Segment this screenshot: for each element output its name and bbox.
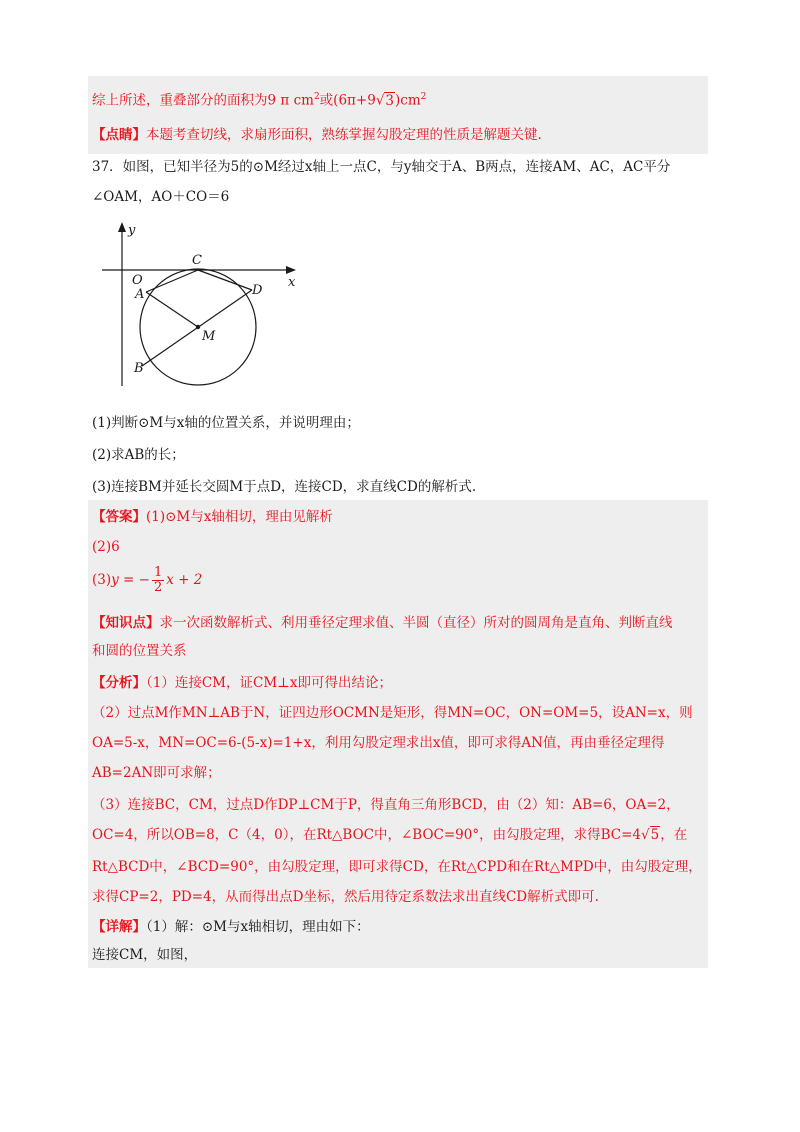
dianjing-tag: 【点睛】 <box>92 127 146 143</box>
analysis-tag: 【分析】 <box>92 675 146 691</box>
analysis-line-3: OA=5-x，MN=OC=6-(5-x)=1+x，利用勾股定理求出x值，即可求得AN值，再由垂径定理得 <box>92 735 665 751</box>
analysis-line-5: （3）连接BC，CM，过点D作DP⊥CM于P，得直角三角形BCD，由（2）知：AB=6，OA=2， <box>92 797 680 813</box>
segment-ac <box>146 270 198 292</box>
analysis-line-4: AB=2AN即可求解； <box>92 765 221 781</box>
answer-line-1: 【答案】(1)⊙M与x轴相切，理由见解析 <box>92 509 333 525</box>
knowledge-line-2: 和圆的位置关系 <box>92 643 187 659</box>
label-m: M <box>202 329 216 344</box>
detail-line-1: 【详解】（1）解：⊙M与x轴相切，理由如下： <box>92 919 370 935</box>
summary-line: 综上所述，重叠部分的面积为9 π $cm^2$或$(6\pi+9√3)cm^2$ <box>92 92 427 109</box>
detail-line-2: 连接CM，如图， <box>92 947 198 963</box>
label-a: A <box>135 287 145 302</box>
analysis-line-0: 【分析】（1）连接CM，证CM⊥x即可得出结论； <box>92 675 392 691</box>
label-x: x <box>288 275 296 290</box>
question-3: (3)连接BM并延长交圆M于点D，连接CD，求直线CD的解析式. <box>92 479 477 495</box>
analysis-line-2: （2）过点M作MN⊥AB于N，证四边形OCMN是矩形，得MN=OC，ON=OM=5，设AN=x，则 <box>92 705 693 721</box>
analysis-line-7: Rt△BCD中，∠BCD=90°，由勾股定理，即可求得CD，在Rt△CPD和在Rt△MPD中，由勾股定理， <box>92 859 702 875</box>
analysis-line-8: 求得CP=2，PD=4，从而得出点D坐标，然后用待定系数法求出直线CD解析式即可. <box>92 889 599 905</box>
geometry-figure <box>92 218 312 388</box>
x-axis-arrow-icon <box>286 266 296 274</box>
label-d: D <box>252 283 263 298</box>
detail-tag: 【详解】 <box>92 919 146 935</box>
answer-tag: 【答案】 <box>92 509 146 525</box>
segment-am <box>146 292 198 327</box>
knowledge-line-1: 【知识点】求一次函数解析式、利用垂径定理求值、半圆（直径）所对的圆周角是直角、判断直线 <box>92 615 673 631</box>
label-c: C <box>192 253 202 268</box>
fraction-one-half: $\frac{1}{2}$ <box>153 565 163 595</box>
question-2: (2)求AB的长； <box>92 447 185 463</box>
y-axis-arrow-icon <box>118 222 126 232</box>
segment-cd <box>198 270 252 290</box>
problem-line-2: ∠OAM，AO＋CO＝6 <box>92 189 230 205</box>
label-o: O <box>132 273 143 288</box>
label-b: B <box>134 361 144 376</box>
question-1: (1)判断⊙M与x轴的位置关系，并说明理由； <box>92 415 360 431</box>
problem-line-1: 37．如图，已知半径为5的⊙M经过x轴上一点C，与y轴交于A、B两点，连接AM、AC，AC平分 <box>92 159 671 175</box>
knowledge-tag: 【知识点】 <box>92 615 160 631</box>
answer-line-3: (3)y = − $\frac{1}{2}$ x + 2 <box>92 565 203 595</box>
label-y: y <box>128 223 136 238</box>
point-m <box>196 325 200 329</box>
summary-lead: 综上所述，重叠部分的面积为 <box>92 92 268 109</box>
analysis-line-6: OC=4，所以OB=8，C（4，0），在Rt△BOC中，∠BOC=90°，由勾股定理，求得BC=4√5，在 <box>92 827 688 843</box>
answer-line-2: (2)6 <box>92 539 120 555</box>
dianjing-line: 【点睛】本题考查切线，求扇形面积，熟练掌握勾股定理的性质是解题关键. <box>92 127 542 143</box>
